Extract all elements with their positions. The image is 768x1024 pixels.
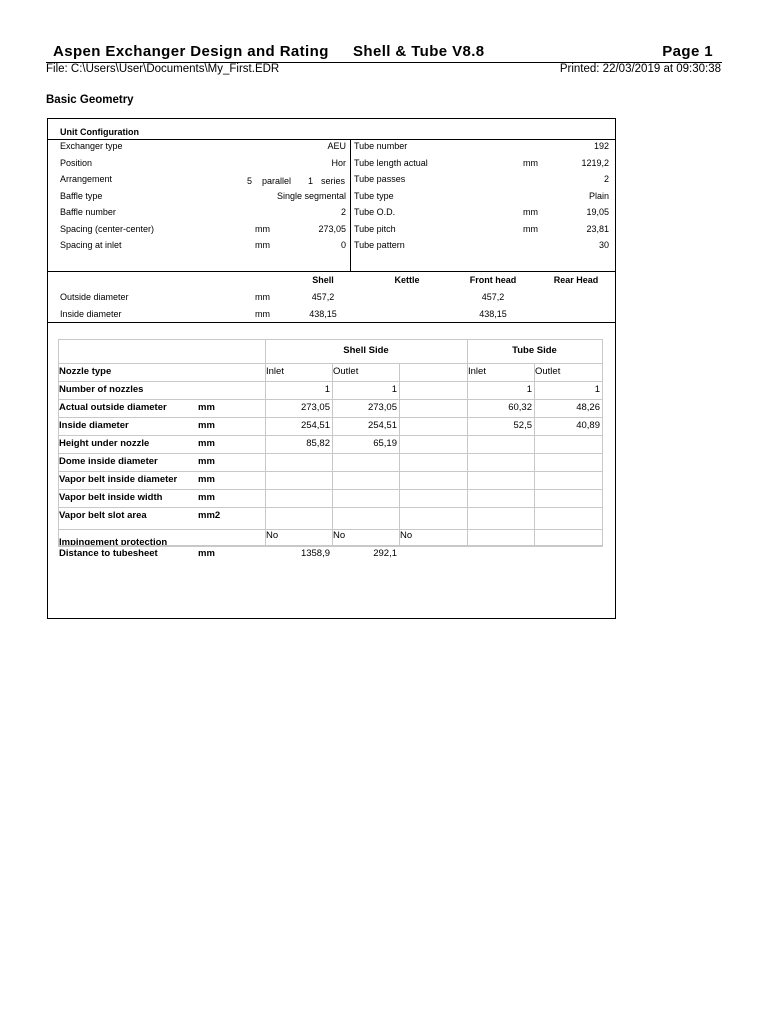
nozzle-value-cell	[399, 489, 468, 508]
nozzle-value-cell	[332, 453, 400, 472]
nozzle-value-cell	[399, 399, 468, 418]
nozzle-value: No	[400, 530, 413, 540]
diameter-shell-value: 457,2	[311, 292, 335, 302]
nozzle-value-cell	[399, 471, 468, 490]
config-unit: mm	[255, 240, 270, 250]
nozzle-value-cell	[399, 545, 468, 547]
diameter-label: Inside diameter	[60, 308, 122, 319]
config-unit: mm	[523, 223, 538, 234]
nozzle-value: 292,1	[373, 548, 397, 559]
nozzle-value-cell	[467, 545, 535, 547]
nozzle-subheader-cell	[399, 363, 468, 382]
nozzle-row-label: Actual outside diameter	[59, 402, 167, 413]
diameter-label: Outside diameter	[60, 292, 129, 302]
nozzle-value-cell	[467, 489, 535, 508]
col-shell: Shell	[312, 275, 334, 285]
arrangement-series-label: series	[321, 176, 346, 186]
nozzle-value: 273,05	[367, 402, 397, 413]
config-label: Position	[60, 157, 93, 168]
printed-date: Printed: 22/03/2019 at 09:30:38	[559, 63, 721, 75]
nozzle-value-cell	[399, 381, 468, 400]
diameter-front-value: 457,2	[481, 292, 505, 302]
nozzle-row-label: Vapor belt slot area	[59, 510, 147, 521]
report-product: Shell & Tube V8.8	[353, 43, 485, 60]
nozzle-subheader: Inlet	[266, 366, 284, 377]
nozzle-row-label: Vapor belt inside diameter	[59, 474, 178, 485]
nozzle-value: 60,32	[508, 402, 532, 413]
config-value: 2	[340, 207, 346, 217]
nozzle-value-cell	[467, 471, 535, 490]
config-value: 23,81	[586, 223, 609, 234]
arrangement-series-count: 1	[307, 176, 313, 186]
config-unit: mm	[523, 207, 538, 217]
nozzle-value: 1358,9	[300, 548, 330, 559]
diameters-top-rule	[48, 271, 615, 272]
config-label: Tube number	[354, 141, 408, 151]
config-value: Plain	[588, 190, 609, 201]
arrangement-parallel-label: parallel	[262, 176, 292, 186]
tube-side-header: Tube Side	[512, 345, 557, 356]
config-value: 19,05	[586, 207, 609, 217]
config-label: Arrangement	[60, 174, 113, 184]
nozzle-value-cell	[332, 489, 400, 508]
geometry-frame	[47, 118, 616, 619]
nozzle-value: No	[266, 530, 279, 540]
nozzle-row-label: Height under nozzle	[59, 438, 150, 449]
nozzle-value: 1	[391, 384, 397, 395]
nozzle-row-label: Vapor belt inside width	[59, 492, 163, 503]
nozzle-value-cell	[399, 417, 468, 436]
nozzle-value: 48,26	[576, 402, 600, 413]
nozzle-row-label: Impingement protection	[59, 537, 168, 548]
nozzle-type-label: Nozzle type	[59, 366, 112, 377]
unit-config-rule	[48, 139, 615, 140]
config-label: Baffle number	[60, 207, 116, 217]
nozzle-subheader: Inlet	[468, 366, 486, 377]
arrangement-parallel-count: 5	[246, 176, 252, 186]
nozzle-value-cell	[467, 435, 535, 454]
config-value: Single segmental	[276, 190, 346, 201]
nozzle-value: 1	[526, 384, 532, 395]
unit-config-divider	[350, 139, 351, 272]
nozzle-row-label: Dome inside diameter	[59, 456, 158, 467]
config-label: Spacing (center-center)	[60, 223, 155, 234]
nozzle-row-label: Distance to tubesheet	[59, 548, 158, 559]
nozzle-row-unit: mm	[198, 492, 215, 503]
nozzle-value-cell	[534, 435, 603, 454]
nozzle-value: 65,19	[373, 438, 397, 449]
section-title: Basic Geometry	[46, 94, 134, 106]
nozzle-row-unit: mm	[198, 420, 215, 431]
config-value: 1219,2	[581, 157, 609, 168]
config-label: Tube length actual	[354, 157, 428, 168]
config-label: Exchanger type	[60, 141, 123, 151]
diameter-front-value: 438,15	[479, 308, 507, 319]
nozzle-value-cell	[332, 507, 400, 530]
page-number: Page 1	[662, 43, 713, 60]
nozzle-value: 85,82	[306, 438, 330, 449]
config-label: Spacing at inlet	[60, 240, 122, 250]
diameter-shell-value: 438,15	[309, 308, 337, 319]
diameters-bottom-rule	[48, 322, 615, 323]
nozzle-value-cell	[534, 489, 603, 508]
nozzle-value-cell	[534, 545, 603, 547]
config-unit: mm	[255, 223, 270, 234]
nozzle-value-cell	[534, 453, 603, 472]
nozzle-value: 1	[594, 384, 600, 395]
nozzle-value-cell	[265, 545, 333, 547]
nozzle-value-cell	[265, 471, 333, 490]
unit-config-title: Unit Configuration	[60, 127, 139, 137]
nozzle-value: 40,89	[576, 420, 600, 431]
config-label: Baffle type	[60, 190, 103, 201]
nozzle-value-cell	[467, 507, 535, 530]
nozzle-subheader: Outlet	[333, 366, 359, 377]
config-value: Hor	[331, 157, 346, 168]
col-kettle: Kettle	[394, 275, 420, 285]
shell-side-header: Shell Side	[343, 345, 389, 356]
nozzle-row-unit: mm	[198, 456, 215, 467]
file-path: File: C:\Users\User\Documents\My_First.EDR	[46, 63, 280, 75]
nozzle-value-cell	[265, 507, 333, 530]
nozzle-value-cell	[332, 545, 400, 547]
config-value: 0	[340, 240, 346, 250]
config-value: 192	[593, 141, 609, 151]
nozzle-value: 254,51	[367, 420, 397, 431]
nozzle-value: 1	[324, 384, 330, 395]
config-unit: mm	[523, 157, 538, 168]
nozzle-row-unit: mm	[198, 548, 215, 559]
config-label: Tube type	[354, 190, 394, 201]
nozzle-value-cell	[265, 489, 333, 508]
nozzle-row-label: Number of nozzles	[59, 384, 144, 395]
config-label: Tube pitch	[354, 223, 396, 234]
col-front-head: Front head	[469, 275, 517, 285]
nozzle-value-cell	[399, 435, 468, 454]
nozzle-row-label-cell	[58, 545, 266, 547]
diameter-unit: mm	[255, 292, 270, 302]
nozzle-value	[535, 530, 601, 540]
nozzle-value-cell	[399, 453, 468, 472]
nozzle-row-unit: mm	[198, 402, 215, 413]
nozzle-row-unit: mm2	[198, 510, 221, 521]
nozzle-value: 52,5	[513, 420, 532, 431]
config-value: 273,05	[318, 223, 346, 234]
nozzle-value-cell	[534, 471, 603, 490]
nozzle-value-cell	[332, 471, 400, 490]
report-app-title: Aspen Exchanger Design and Rating	[53, 43, 329, 60]
nozzle-value-cell	[534, 507, 603, 530]
config-value: AEU	[327, 141, 346, 151]
config-value: 30	[598, 240, 609, 250]
nozzle-row-label: Inside diameter	[59, 420, 129, 431]
nozzle-value: 254,51	[300, 420, 330, 431]
nozzle-row-unit: mm	[198, 474, 215, 485]
nozzle-value	[468, 530, 533, 540]
config-label: Tube pattern	[354, 240, 405, 250]
nozzle-value-cell	[265, 453, 333, 472]
nozzle-value-cell	[467, 453, 535, 472]
nozzle-value: No	[333, 530, 346, 540]
config-label: Tube passes	[354, 174, 406, 184]
nozzle-row-unit: mm	[198, 438, 215, 449]
nozzle-subheader: Outlet	[535, 366, 561, 377]
col-rear-head: Rear Head	[553, 275, 599, 285]
nozzle-value-cell	[399, 507, 468, 530]
config-label: Tube O.D.	[354, 207, 396, 217]
config-value: 2	[603, 174, 609, 184]
diameter-unit: mm	[255, 308, 270, 319]
nozzle-header-blank	[58, 339, 266, 364]
nozzle-value: 273,05	[300, 402, 330, 413]
